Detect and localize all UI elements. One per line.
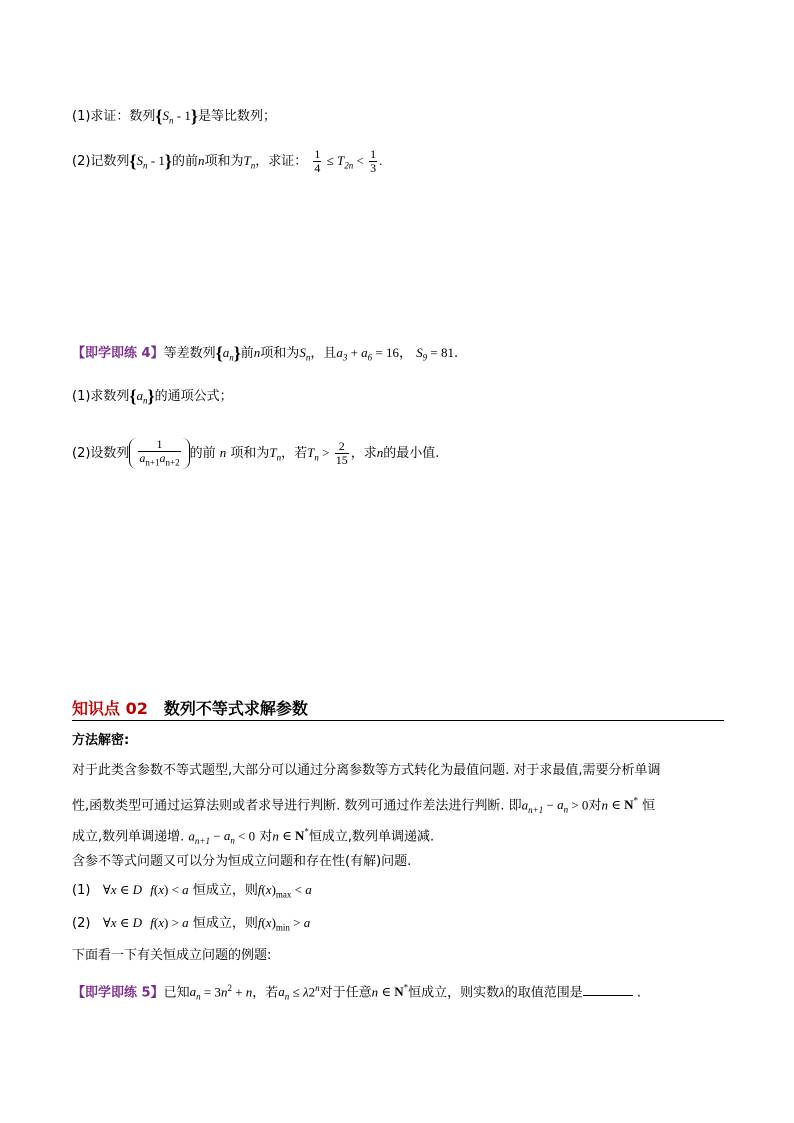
method-para2: 含参不等式问题又可以分为恒成立问题和存在性(有解)问题. <box>72 854 412 869</box>
text: (1)求数列 <box>72 389 130 404</box>
fraction: $\frac{1}{4}$ <box>314 147 321 175</box>
example-tag: 【即学即练 5】 <box>72 985 164 1001</box>
answer-blank[interactable] <box>583 983 633 996</box>
text: 项和为 <box>204 154 244 169</box>
example-tag: 【即学即练 4】 <box>72 346 164 361</box>
question-part-2: (2)记数列$\{S_n - 1\}$的前n项和为$T_n$，求证： $\frac{1}{4}$ ≤ $T_{2n}$ < $\frac{1}{3}$ . <box>72 147 383 175</box>
text: 的最小值. <box>383 446 440 462</box>
left-brace: { <box>155 106 163 126</box>
example-5: 【即学即练 5】已知$a_n = 3n^2 + n$，若$a_n \le \lambda 2^n$对于任意n ∈ N*恒成立，则实数λ的取值范围是 . <box>72 983 642 1002</box>
text: 恒 <box>642 798 656 814</box>
section-heading <box>72 696 724 721</box>
example-4-part-1: (1)求数列$\{a_n\}$的通项公式； <box>72 386 233 406</box>
method-item-2: (2) ∀x ∈ D f(x) > a 恒成立，则$f(x)_{min} > a$ <box>72 915 311 933</box>
method-para3: 下面看一下有关恒成立问题的例题: <box>72 948 272 963</box>
text: 的前 <box>171 154 198 169</box>
text: 成立,数列单调递增. <box>72 829 185 845</box>
text: 的前 <box>189 446 216 462</box>
math-n: n <box>197 153 205 168</box>
section-title: 数列不等式求解参数 <box>163 699 308 718</box>
question-part-1 <box>72 106 276 131</box>
method-para1-line3: 成立,数列单调递增. $a_{n+1} - a_n < 0$ 对n ∈ N*恒成立,数列单调递减. <box>72 827 435 846</box>
right-brace: } <box>164 151 172 171</box>
text: ，且 <box>310 346 337 361</box>
sequence-brace: $\frac{1}{a_{n+1}a_{n+2}}$ <box>129 438 189 469</box>
fraction: $\frac{1}{3}$ <box>370 147 377 175</box>
math-expr: < <box>353 153 368 168</box>
text: ，求证： <box>255 154 308 169</box>
math-expr: - 1 <box>173 108 191 123</box>
math-expr: - 1 <box>147 153 165 168</box>
text: . <box>636 985 642 1001</box>
math-an: $a_n$ <box>222 345 234 363</box>
math-expr: $T_{2n}$ <box>337 153 354 171</box>
text: 前 <box>240 346 254 361</box>
text: ，求 <box>350 446 377 462</box>
text: 恒成立，则 <box>192 883 258 898</box>
text: 已知 <box>163 985 190 1001</box>
left-brace: { <box>129 151 137 171</box>
text: ，若 <box>252 985 279 1001</box>
text: 的取值范围是 <box>504 985 583 1001</box>
item-number: (1) <box>72 883 91 898</box>
item-number: (2) <box>72 916 91 931</box>
text: 性,函数类型可通过运算法则或者求导进行判断. 数列可通过作差法进行判断. 即 <box>72 798 522 814</box>
text: 对 <box>588 798 602 814</box>
math-expr: ≤ <box>323 153 338 168</box>
text: (2)记数列 <box>72 154 130 169</box>
example-4-part-2: (2)设数列 $\frac{1}{a_{n+1}a_{n+2}}$ 的前 n 项和为$T_n$，若$T_n$ > $\frac{2}{15}$ ，求n的最小值. <box>72 437 440 468</box>
right-brace: } <box>190 106 198 126</box>
text: ，若 <box>281 446 308 462</box>
math-expr: $a_3$ <box>336 345 348 363</box>
text: 的通项公式； <box>154 389 233 404</box>
example-4-stem: 【即学即练 4】等差数列$\{a_n\}$前n项和为$S_n$，且$a_3 + a_6 = 16$， $S_9 = 81$. <box>72 343 459 363</box>
text: 项和为 <box>230 446 270 462</box>
text: 恒成立，则实数 <box>408 985 500 1001</box>
text: (2)设数列 <box>72 446 130 462</box>
text: 恒成立，则 <box>192 916 258 931</box>
text: 项和为 <box>260 346 300 361</box>
text: 恒成立,数列单调递减. <box>308 829 435 845</box>
math-Tn: $T_n$ <box>243 153 256 171</box>
right-brace: } <box>233 343 241 363</box>
method-label: 方法解密: <box>72 733 130 748</box>
math-expr: $S_n$ <box>162 108 174 126</box>
method-item-1: (1) ∀x ∈ D f(x) < a 恒成立，则$f(x)_{max} < a$ <box>72 882 312 900</box>
text: 对于任意 <box>319 985 372 1001</box>
method-para1-line2: 性,函数类型可通过运算法则或者求导进行判断. 数列可通过作差法进行判断. 即$a_{n+1} - a_n > 0$对n ∈ N* 恒 <box>72 796 656 815</box>
text: 对 <box>259 829 273 845</box>
math-expr: $S_n$ <box>136 153 148 171</box>
text: (1)求证：数列 <box>72 109 156 124</box>
section-number: 知识点 02 <box>72 699 148 718</box>
text: 等差数列 <box>163 346 216 361</box>
method-para1-line1: 对于此类含参数不等式题型,大部分可以通过分离参数等方式转化为最值问题. 对于求最值,需要分析单调 <box>72 763 661 778</box>
text: 是等比数列； <box>197 109 276 124</box>
left-brace: { <box>215 343 223 363</box>
